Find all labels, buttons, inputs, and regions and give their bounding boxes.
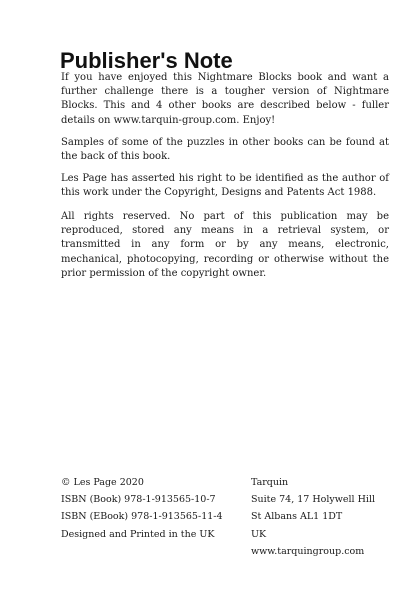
- address-country: UK: [251, 528, 267, 540]
- isbn-ebook-line: ISBN (EBook) 978-1-913565-11-4: [61, 511, 223, 523]
- address-line-1: Suite 74, 17 Holywell Hill: [251, 494, 376, 506]
- publisher-website: www.tarquingroup.com: [251, 545, 365, 557]
- publisher-address: [251, 474, 375, 560]
- isbn-book-line: ISBN (Book) 978-1-913565-10-7: [61, 494, 216, 506]
- printed-in-line: Designed and Printed in the UK: [61, 528, 215, 540]
- publication-details: [61, 474, 223, 543]
- samples-paragraph: Samples of some of the puzzles in other books can be found at the back of this book.: [61, 137, 389, 163]
- copyright-notice-paragraph: All rights reserved. No part of this publication may be reproduced, stored any means in a retrieval system, or transmitted in any form or by any means, electronic, mechanical, photocopying, recording or otherwise without the prior permission of the copyright owner.: [61, 211, 389, 279]
- author-rights-paragraph: Les Page has asserted his right to be identified as the author of this work under the Copyright, Designs and Patents Act 1988.: [61, 173, 389, 199]
- intro-paragraph: If you have enjoyed this Nightmare Blocks book and want a further challenge there is a tougher version of Nightmare Blocks. This and 4 other books are described below - fuller details on www.tarquin-group.com. Enjoy!: [61, 72, 389, 126]
- address-line-2: St Albans AL1 1DT: [251, 511, 343, 523]
- publisher-name: Tarquin: [251, 477, 289, 488]
- copyright-line: © Les Page 2020: [61, 477, 144, 488]
- page-title: Publisher's Note: [60, 48, 233, 73]
